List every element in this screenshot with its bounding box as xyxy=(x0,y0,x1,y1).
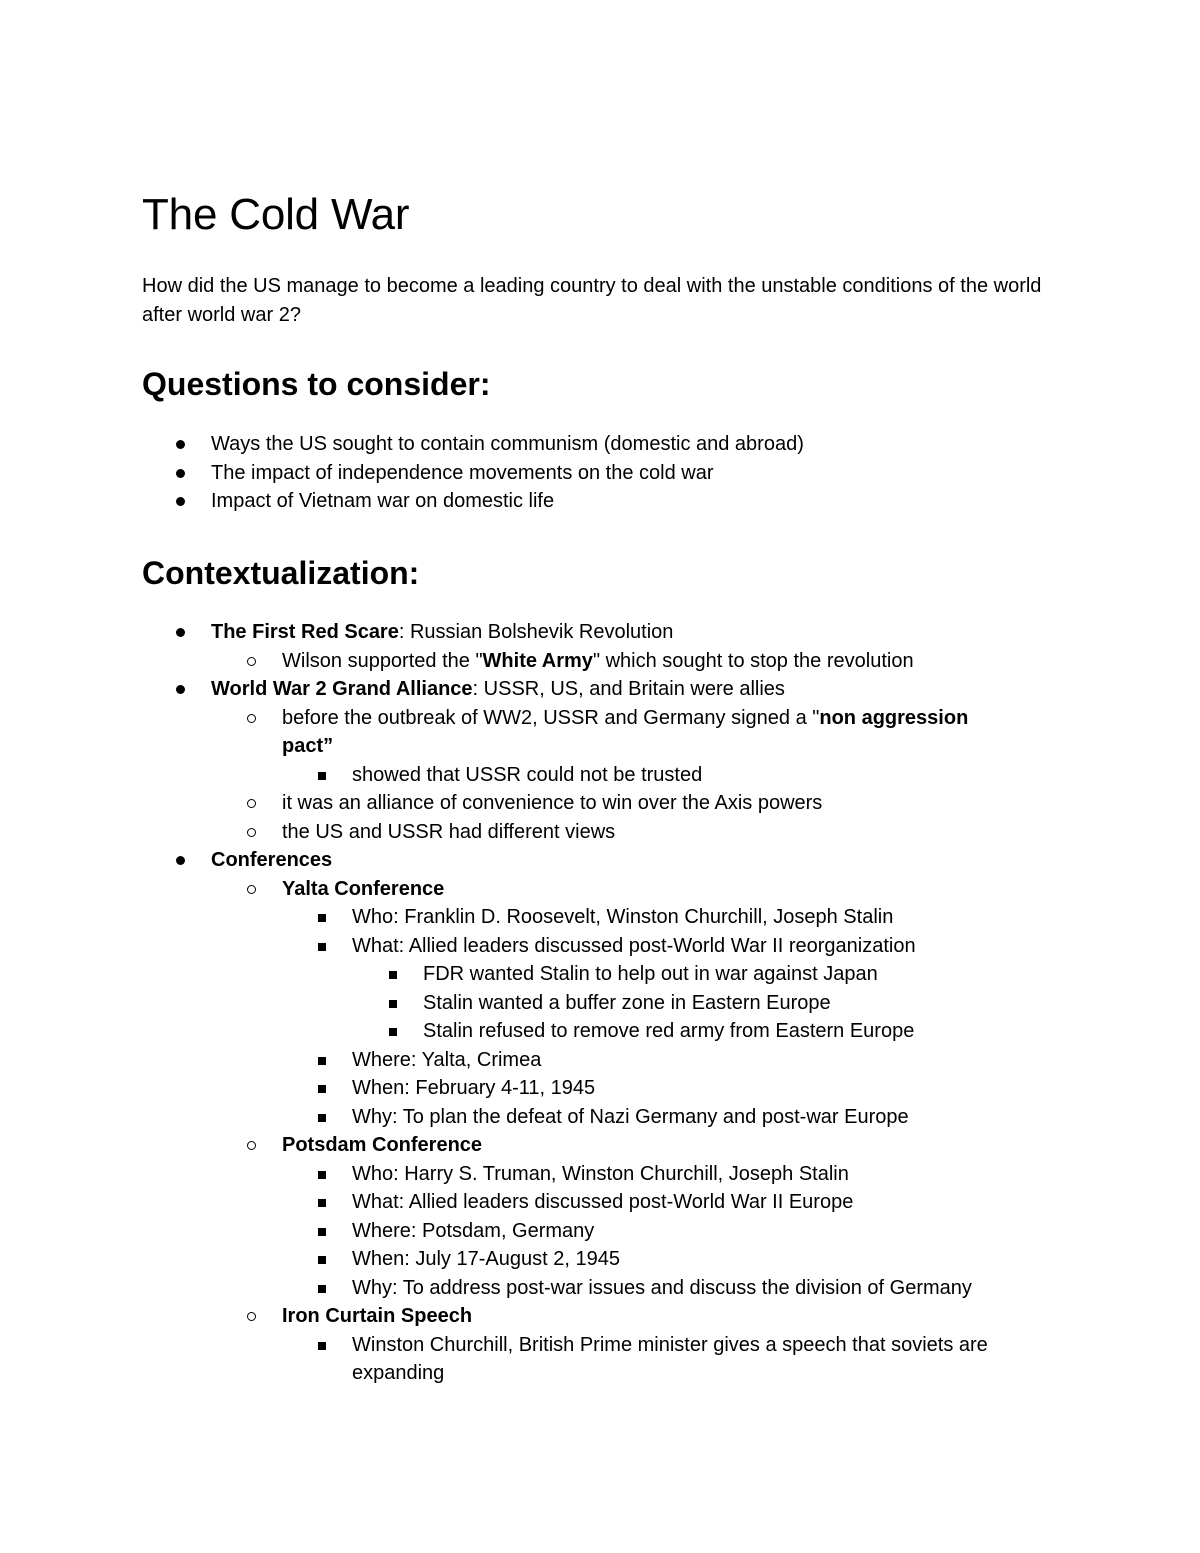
questions-list xyxy=(0,430,1200,516)
intro-question: How did the US manage to become a leading country to deal with the unstable conditions of the world after world war 2? xyxy=(142,275,1042,326)
list-item: Why: To address post-war issues and discuss the division of Germany xyxy=(0,1274,1200,1303)
page-title: The Cold War xyxy=(142,190,410,239)
list-item: What: Allied leaders discussed post-World War II Europe xyxy=(0,1188,1200,1217)
circle-bullet-icon xyxy=(247,799,256,808)
list-item: Who: Franklin D. Roosevelt, Winston Churchill, Joseph Stalin xyxy=(0,903,1200,932)
list-item: showed that USSR could not be trusted xyxy=(0,761,1200,790)
list-item: Winston Churchill, British Prime minister gives a speech that soviets are xyxy=(0,1331,1200,1360)
square-bullet-icon xyxy=(318,1114,326,1122)
list-item: Why: To plan the defeat of Nazi Germany and post-war Europe xyxy=(0,1103,1200,1132)
list-item: When: July 17-August 2, 1945 xyxy=(0,1245,1200,1274)
list-item: Impact of Vietnam war on domestic life xyxy=(0,487,1200,516)
bullet-icon xyxy=(176,440,185,449)
questions-heading: Questions to consider: xyxy=(142,366,491,402)
list-item-continuation: pact” xyxy=(282,735,334,757)
square-bullet-icon xyxy=(318,772,326,780)
square-bullet-icon xyxy=(318,1199,326,1207)
bullet-icon xyxy=(176,685,185,694)
list-item: What: Allied leaders discussed post-World War II reorganization xyxy=(0,932,1200,961)
list-item-continuation: expanding xyxy=(352,1362,445,1384)
list-item: The impact of independence movements on the cold war xyxy=(0,459,1200,488)
square-bullet-icon xyxy=(389,1000,397,1008)
list-item: The First Red Scare: Russian Bolshevik Revolution xyxy=(0,618,1200,647)
list-item: Stalin wanted a buffer zone in Eastern Europe xyxy=(0,989,1200,1018)
square-bullet-icon xyxy=(318,1228,326,1236)
square-bullet-icon xyxy=(318,914,326,922)
circle-bullet-icon xyxy=(247,657,256,666)
square-bullet-icon xyxy=(318,1342,326,1350)
list-item: Yalta Conference xyxy=(0,875,1200,904)
list-item: Potsdam Conference xyxy=(0,1131,1200,1160)
square-bullet-icon xyxy=(318,1256,326,1264)
square-bullet-icon xyxy=(318,1285,326,1293)
list-item: before the outbreak of WW2, USSR and Germany signed a "non aggression xyxy=(0,704,1200,733)
list-item: Where: Yalta, Crimea xyxy=(0,1046,1200,1075)
list-item: Ways the US sought to contain communism (domestic and abroad) xyxy=(0,430,1200,459)
list-item: Where: Potsdam, Germany xyxy=(0,1217,1200,1246)
bullet-icon xyxy=(176,497,185,506)
list-item: Who: Harry S. Truman, Winston Churchill, Joseph Stalin xyxy=(0,1160,1200,1189)
square-bullet-icon xyxy=(318,1057,326,1065)
list-item: Iron Curtain Speech xyxy=(0,1302,1200,1331)
list-item: Wilson supported the "White Army" which sought to stop the revolution xyxy=(0,647,1200,676)
square-bullet-icon xyxy=(318,943,326,951)
list-item: it was an alliance of convenience to win over the Axis powers xyxy=(0,789,1200,818)
contextualization-list xyxy=(0,618,1200,1388)
square-bullet-icon xyxy=(318,1085,326,1093)
list-item: FDR wanted Stalin to help out in war against Japan xyxy=(0,960,1200,989)
list-item: Stalin refused to remove red army from Eastern Europe xyxy=(0,1017,1200,1046)
bullet-icon xyxy=(176,856,185,865)
contextualization-heading: Contextualization: xyxy=(142,555,420,591)
circle-bullet-icon xyxy=(247,1312,256,1321)
circle-bullet-icon xyxy=(247,828,256,837)
list-item: When: February 4-11, 1945 xyxy=(0,1074,1200,1103)
square-bullet-icon xyxy=(389,1028,397,1036)
list-item: the US and USSR had different views xyxy=(0,818,1200,847)
circle-bullet-icon xyxy=(247,885,256,894)
circle-bullet-icon xyxy=(247,1141,256,1150)
bullet-icon xyxy=(176,469,185,478)
square-bullet-icon xyxy=(318,1171,326,1179)
square-bullet-icon xyxy=(389,971,397,979)
list-item: World War 2 Grand Alliance: USSR, US, and Britain were allies xyxy=(0,675,1200,704)
bullet-icon xyxy=(176,628,185,637)
circle-bullet-icon xyxy=(247,714,256,723)
list-item: Conferences xyxy=(0,846,1200,875)
